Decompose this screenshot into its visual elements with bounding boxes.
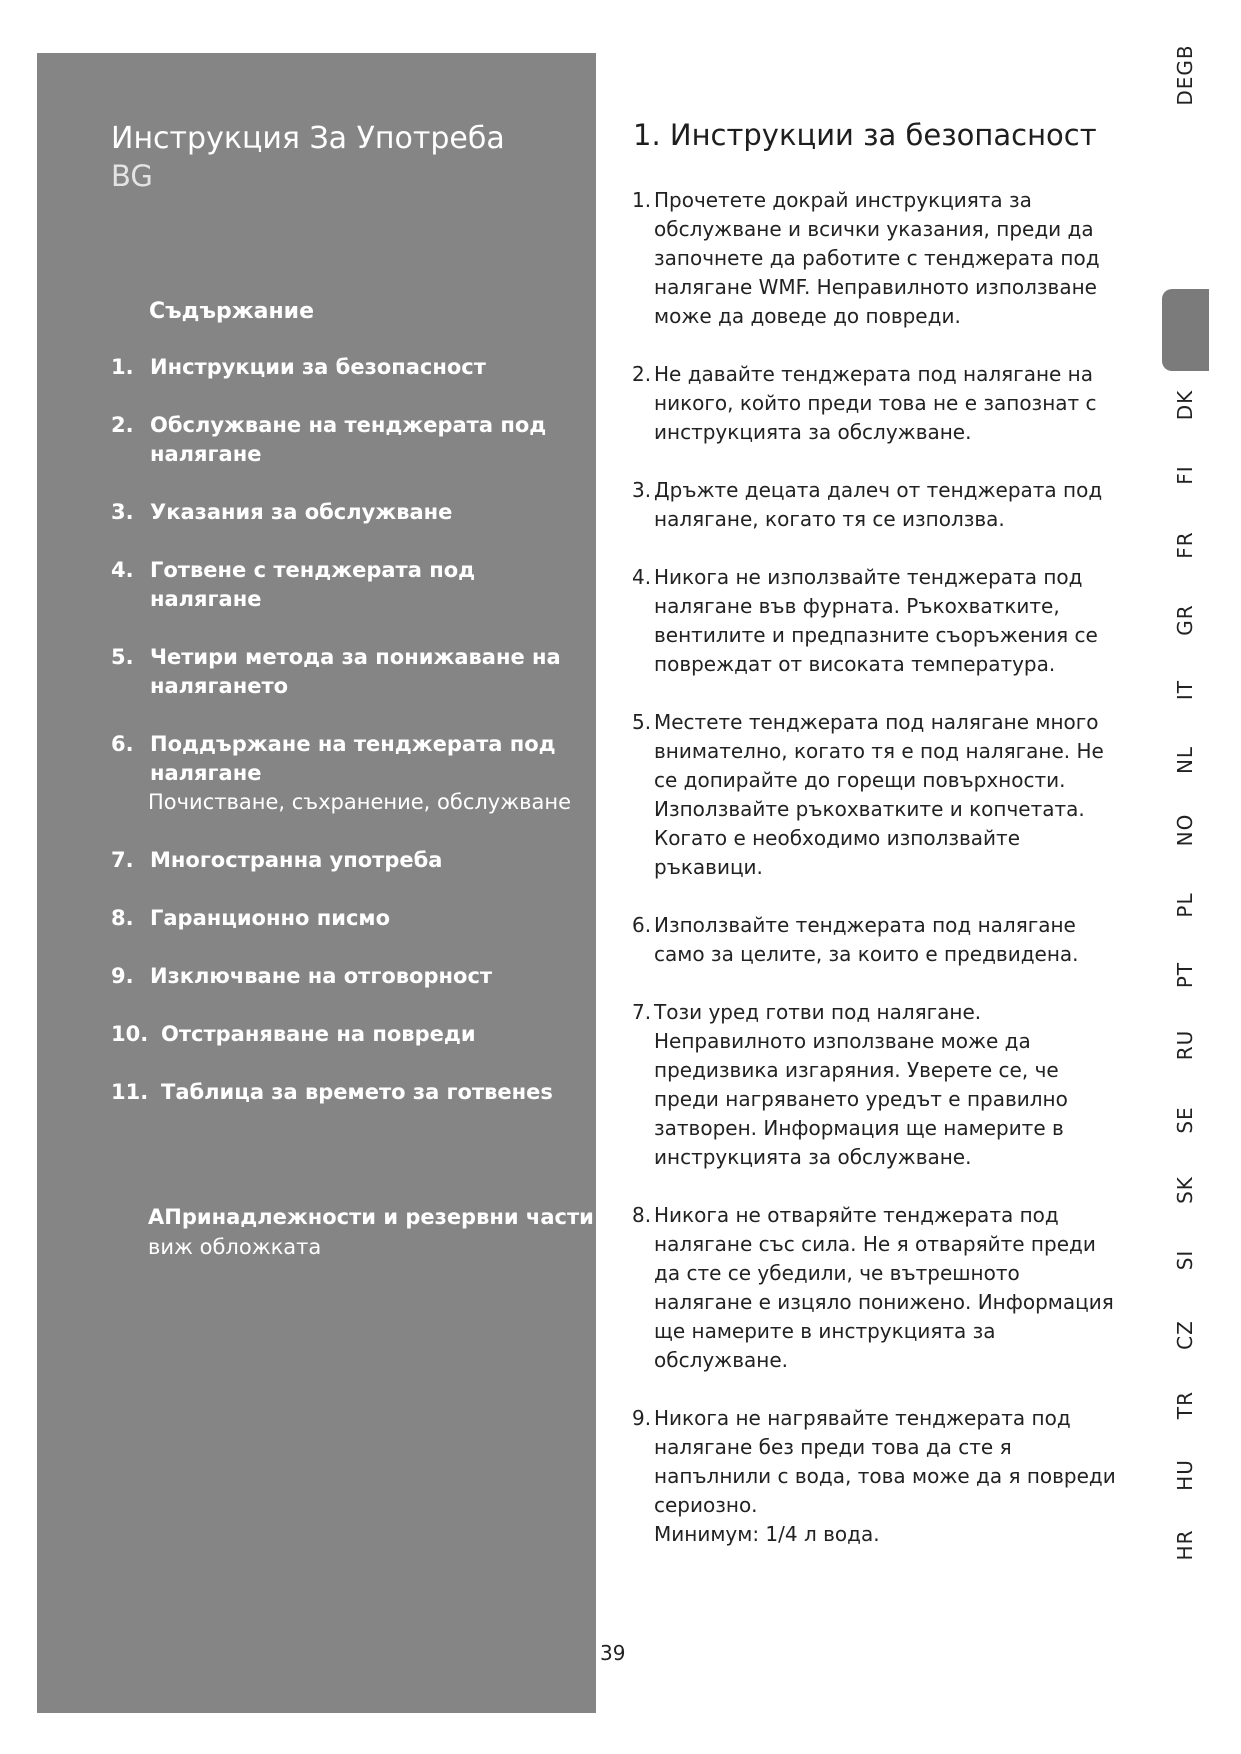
language-tab[interactable] xyxy=(1163,795,1207,865)
language-code: BG xyxy=(111,159,153,193)
language-tab[interactable] xyxy=(1163,940,1207,1010)
toc-item-label: Четири метода за понижаване на налягането xyxy=(150,645,561,698)
language-tab[interactable] xyxy=(1163,440,1207,510)
language-tab-label: FI xyxy=(1173,465,1197,485)
toc-item-label: Инструкции за безопасност xyxy=(150,355,486,379)
accessories-note xyxy=(148,1202,594,1262)
language-tab-label: SI xyxy=(1173,1249,1197,1271)
language-tab[interactable] xyxy=(1163,370,1207,440)
toc-item-number: 9. xyxy=(111,964,134,988)
language-tab-label: FR xyxy=(1173,531,1197,559)
toc-item-number: 11. xyxy=(111,1080,149,1104)
instruction-text: Използвайте тенджерата под налягане само за целите, за които е предвидена. xyxy=(654,913,1079,966)
instruction-number: 5. xyxy=(632,710,652,734)
language-tab-label: CZ xyxy=(1173,1320,1197,1350)
language-tab[interactable] xyxy=(1163,1440,1207,1510)
language-tab-label: GR xyxy=(1173,604,1197,636)
page-number: 39 xyxy=(600,1641,626,1665)
instruction-number: 3. xyxy=(632,478,652,502)
toc-item-number: 6. xyxy=(111,732,134,756)
toc-item-number: 8. xyxy=(111,906,134,930)
instruction-text: Никога не нагрявайте тенджерата под налягане без преди това да сте я напълнили с вода, това може да я повреди сериозно. xyxy=(654,1406,1116,1517)
instruction-text: Не давайте тенджерата под налягане на никого, който преди това не е запознат с инструкцията за обслужване. xyxy=(654,362,1097,444)
toc-item-label: Гаранционно писмо xyxy=(150,906,390,930)
language-tab-label: TR xyxy=(1173,1390,1197,1420)
instruction-number: 1. xyxy=(632,188,652,212)
instruction-text: Никога не отваряйте тенджерата под налягане със сила. Не я отваряйте преди да сте се убедили, че вътрешното налягане е изцяло понижено. Информация ще намерите в инструкцията за обслужване. xyxy=(654,1203,1114,1372)
language-tab-label: DEGB xyxy=(1173,44,1197,106)
toc-item-label: Указания за обслужване xyxy=(150,500,453,524)
instruction-item xyxy=(632,186,1120,331)
language-tab-label: IT xyxy=(1173,679,1197,701)
instruction-item xyxy=(632,476,1120,534)
instruction-item xyxy=(632,708,1120,882)
language-tab[interactable] xyxy=(1163,655,1207,725)
section-heading: 1. Инструкции за безопасност xyxy=(633,118,1097,152)
toc-item-label: Изключване на отговорност xyxy=(150,964,493,988)
instruction-item xyxy=(632,998,1120,1172)
language-tab-label: HR xyxy=(1173,1529,1197,1561)
toc-item-label: Таблица за времето за готвенеs xyxy=(161,1080,553,1104)
toc-item xyxy=(111,498,581,527)
language-tab-label: PL xyxy=(1173,892,1197,918)
language-tab[interactable] xyxy=(1163,1510,1207,1580)
language-tab[interactable] xyxy=(1163,1155,1207,1225)
toc-heading: Съдържание xyxy=(149,299,314,324)
toc-item-number: 5. xyxy=(111,645,134,669)
toc-item-subtitle: Почистване, съхранение, обслужване xyxy=(148,790,572,814)
toc-item xyxy=(111,904,581,933)
toc-item-label: Многостранна употреба xyxy=(150,848,443,872)
language-tab[interactable] xyxy=(1163,40,1207,110)
language-tab-label: SK xyxy=(1173,1176,1197,1204)
language-tab[interactable] xyxy=(1163,510,1207,580)
instruction-text: Местете тенджерата под налягане много внимателно, когато тя е под налягане. Не се допирайте до горещи повърхности. Използвайте ръкохватките и копчетата. Когато е необходимо използвайте ръкавици. xyxy=(654,710,1104,879)
toc-item-label: Обслужване на тенджерата под налягане xyxy=(150,413,547,466)
toc-item-number: 7. xyxy=(111,848,134,872)
accessories-title: АПринадлежности и резервни части xyxy=(148,1205,594,1229)
language-tab-label: DK xyxy=(1173,389,1197,421)
language-tab-label: NO xyxy=(1173,813,1197,847)
toc-item-number: 1. xyxy=(111,355,134,379)
language-tab[interactable] xyxy=(1163,870,1207,940)
instruction-number: 4. xyxy=(632,565,652,589)
instruction-number: 7. xyxy=(632,1000,652,1024)
instruction-note: Минимум: 1/4 л вода. xyxy=(654,1522,880,1546)
toc-item xyxy=(111,1020,581,1049)
toc-item xyxy=(111,411,581,469)
instruction-number: 6. xyxy=(632,913,652,937)
language-tab-label: SE xyxy=(1173,1106,1197,1134)
instruction-number: 9. xyxy=(632,1406,652,1430)
toc-item-label: Готвене с тенджерата под налягане xyxy=(150,558,476,611)
accessories-sub: виж обложката xyxy=(148,1235,322,1259)
table-of-contents xyxy=(111,353,581,1136)
instruction-text: Този уред готви под налягане. Неправилното използване може да предизвика изгаряния. Уверете се, че преди нагряването уредът е правилно затворен. Информация ще намерите в инструкцията за обслужване. xyxy=(654,1000,1068,1169)
language-tab[interactable] xyxy=(1163,1225,1207,1295)
language-tab[interactable] xyxy=(1163,725,1207,795)
instruction-text: Прочетете докрай инструкцията за обслужване и всички указания, преди да започнете да работите с тенджерата под налягане WMF. Неправилното използване може да доведе до повреди. xyxy=(654,188,1100,328)
toc-item xyxy=(111,962,581,991)
instruction-item xyxy=(632,911,1120,969)
toc-item-label: Поддържане на тенджерата под налягане xyxy=(150,732,556,785)
sidebar-panel xyxy=(37,53,596,1713)
language-tab-label: NL xyxy=(1173,745,1197,775)
toc-item-number: 10. xyxy=(111,1022,149,1046)
toc-item-number: 4. xyxy=(111,558,134,582)
instruction-item xyxy=(632,563,1120,679)
instruction-number: 8. xyxy=(632,1203,652,1227)
instruction-item xyxy=(632,1404,1120,1549)
toc-item xyxy=(111,643,581,701)
language-tabs xyxy=(1163,40,1207,1700)
toc-item-number: 2. xyxy=(111,413,134,437)
language-tab-label: RU xyxy=(1173,1029,1197,1061)
language-tab[interactable] xyxy=(1163,1370,1207,1440)
language-tab-label: PT xyxy=(1173,961,1197,989)
toc-item xyxy=(111,353,581,382)
language-tab-label: HU xyxy=(1173,1459,1197,1491)
toc-item xyxy=(111,846,581,875)
toc-item-number: 3. xyxy=(111,500,134,524)
instruction-item xyxy=(632,1201,1120,1375)
instruction-number: 2. xyxy=(632,362,652,386)
toc-item-label: Отстраняване на повреди xyxy=(161,1022,476,1046)
toc-item xyxy=(111,1078,581,1107)
language-tab[interactable] xyxy=(1163,1300,1207,1370)
language-tab[interactable] xyxy=(1163,1085,1207,1155)
language-tab[interactable] xyxy=(1163,585,1207,655)
language-tab[interactable] xyxy=(1163,1010,1207,1080)
toc-item xyxy=(111,730,581,817)
sidebar-title: Инструкция За Употреба xyxy=(111,121,505,156)
instruction-text: Дръжте децата далеч от тенджерата под налягане, когато тя се използва. xyxy=(654,478,1103,531)
instruction-item xyxy=(632,360,1120,447)
safety-instructions-list xyxy=(632,186,1120,1578)
instruction-text: Никога не използвайте тенджерата под налягане във фурната. Ръкохватките, вентилите и предпазните съоръжения се повреждат от високата температура. xyxy=(654,565,1098,676)
toc-item xyxy=(111,556,581,614)
